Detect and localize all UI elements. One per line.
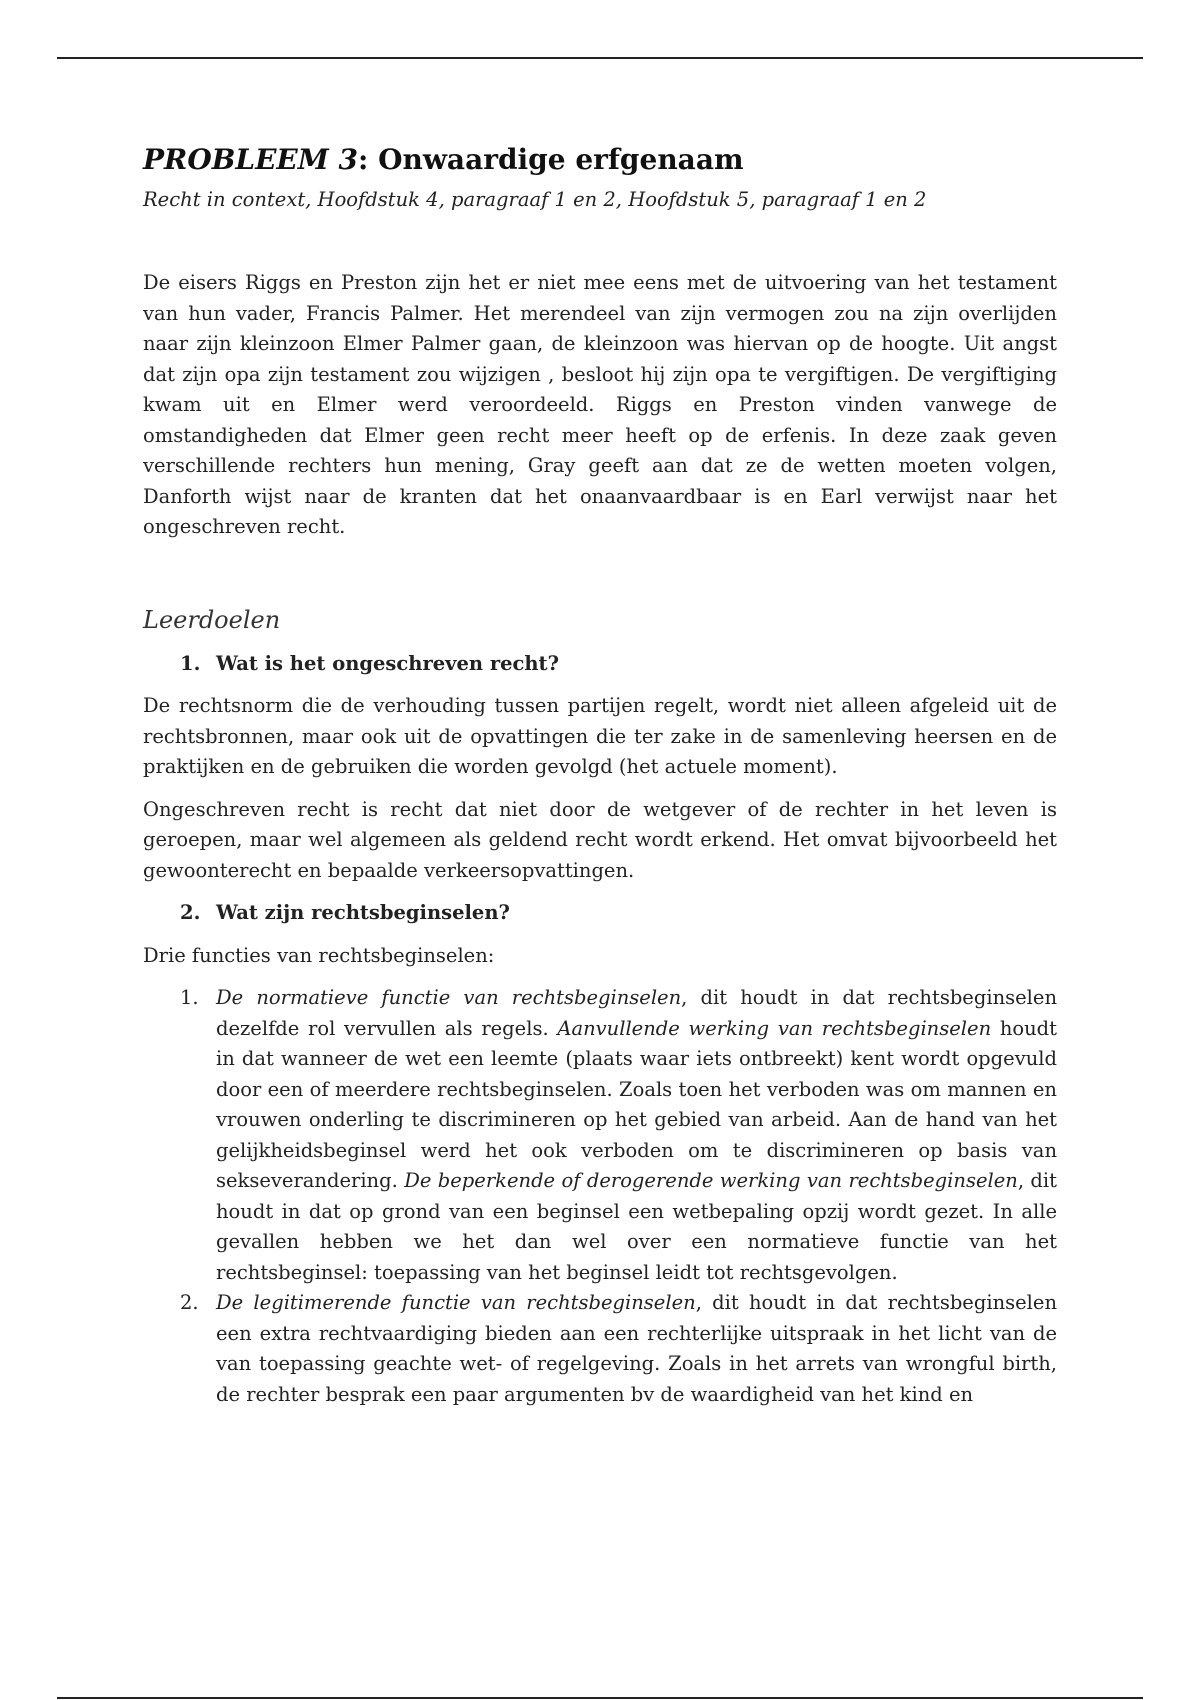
term-legitimerende-functie: De legitimerende functie van rechtsbeginselen: [216, 1291, 696, 1314]
title-problem-number: PROBLEEM 3: [143, 143, 358, 176]
list-item-text: [216, 983, 1057, 1288]
intro-paragraph: De eisers Riggs en Preston zijn het er niet mee eens met de uitvoering van het testament van hun vader, Francis Palmer. Het merendeel van zijn vermogen zou na zijn overlijden naar zijn kleinzoon Elmer Palmer gaan, de kleinzoon was hiervan op de hoogte. Uit angst dat zijn opa zijn testament zou wijzigen , besloot hij zijn opa te vergiftigen. De vergiftiging kwam uit en Elmer werd veroordeeld. Riggs en Preston vinden vanwege de omstandigheden dat Elmer geen recht meer heeft op de erfenis. In deze zaak geven verschillende rechters hun mening, Gray geeft aan dat ze de wetten moeten volgen, Danforth wijst naar de kranten dat het onaanvaardbaar is en Earl verwijst naar het ongeschreven recht.: [143, 271, 1057, 538]
list-item: [180, 1288, 1057, 1410]
list-item-text-part: , dit houdt in dat op grond van een beginsel een wetbepaling opzij wordt gezet. In alle gevallen hebben we het dan wel over een normatieve functie van het rechtsbeginsel: toepassing van het beginsel leidt tot rechtsgevolgen.: [216, 1169, 1057, 1284]
list-item-text-part: , dit houdt in dat rechtsbeginselen dezelfde rol vervullen als regels.: [216, 986, 1058, 1040]
list-item: [180, 983, 1057, 1288]
page-title: [143, 140, 1057, 180]
question-2: [180, 898, 1057, 929]
term-normatieve-functie: De normatieve functie van rechtsbeginselen: [216, 986, 682, 1009]
title-text: : Onwaardige erfgenaam: [357, 143, 744, 176]
section-heading-leerdoelen: Leerdoelen: [143, 605, 281, 634]
bottom-rule: [57, 1697, 1143, 1699]
question-2-number: 2.: [180, 901, 201, 924]
question-2-text: Wat zijn rechtsbeginselen?: [216, 901, 510, 924]
question-1: [180, 649, 1057, 680]
term-aanvullende-werking: Aanvullende werking van rechtsbeginselen: [557, 1016, 992, 1040]
question-1-number: 1.: [180, 651, 201, 675]
top-rule: [57, 57, 1143, 59]
functions-list: [143, 983, 1057, 1410]
answer-1-paragraph-2: Ongeschreven recht is recht dat niet door de wetgever of de rechter in het leven is geroepen, maar wel algemeen als geldend recht wordt erkend. Het omvat bijvoorbeeld het gewoonterecht en bepaalde verkeersopvattingen.: [143, 797, 1057, 882]
list-item-text-part: houdt in dat wanneer de wet een leemte (plaats waar iets ontbreekt) kent wordt opgevuld door een of meerdere rechtsbeginselen. Zoals toen het verboden was om mannen en vrouwen onderling te discrimineren op het gebied van arbeid. Aan de hand van het gelijkheidsbeginsel werd het ook verboden om te discrimineren op basis van sekseverandering.: [216, 1016, 1058, 1192]
document-page: [143, 140, 1057, 1410]
page-subtitle: Recht in context, Hoofdstuk 4, paragraaf 1 en 2, Hoofdstuk 5, paragraaf 1 en 2: [143, 188, 927, 211]
list-item-text: [216, 1288, 1057, 1410]
answer-1-paragraph-1: De rechtsnorm die de verhouding tussen partijen regelt, wordt niet alleen afgeleid uit de rechtsbronnen, maar ook uit de opvattingen die ter zake in de samenleving heersen en de praktijken en de gebruiken die worden gevolgd (het actuele moment).: [143, 694, 1057, 778]
answer-2-intro: Drie functies van rechtsbeginselen:: [143, 943, 495, 967]
list-item-number: 2.: [180, 1291, 199, 1314]
term-beperkende-werking: De beperkende of derogerende werking van rechtsbeginselen: [404, 1169, 1018, 1192]
list-item-number: 1.: [180, 986, 199, 1009]
question-1-text: Wat is het ongeschreven recht?: [216, 651, 559, 675]
list-item-text-part: , dit houdt in dat rechtsbeginselen een extra rechtvaardiging bieden aan een rechterlijke uitspraak in het licht van de van toepassing geachte wet- of regelgeving. Zoals in het arrets van wrongful birth, de rechter besprak een paar argumenten bv de waardigheid van het kind en: [216, 1291, 1058, 1406]
